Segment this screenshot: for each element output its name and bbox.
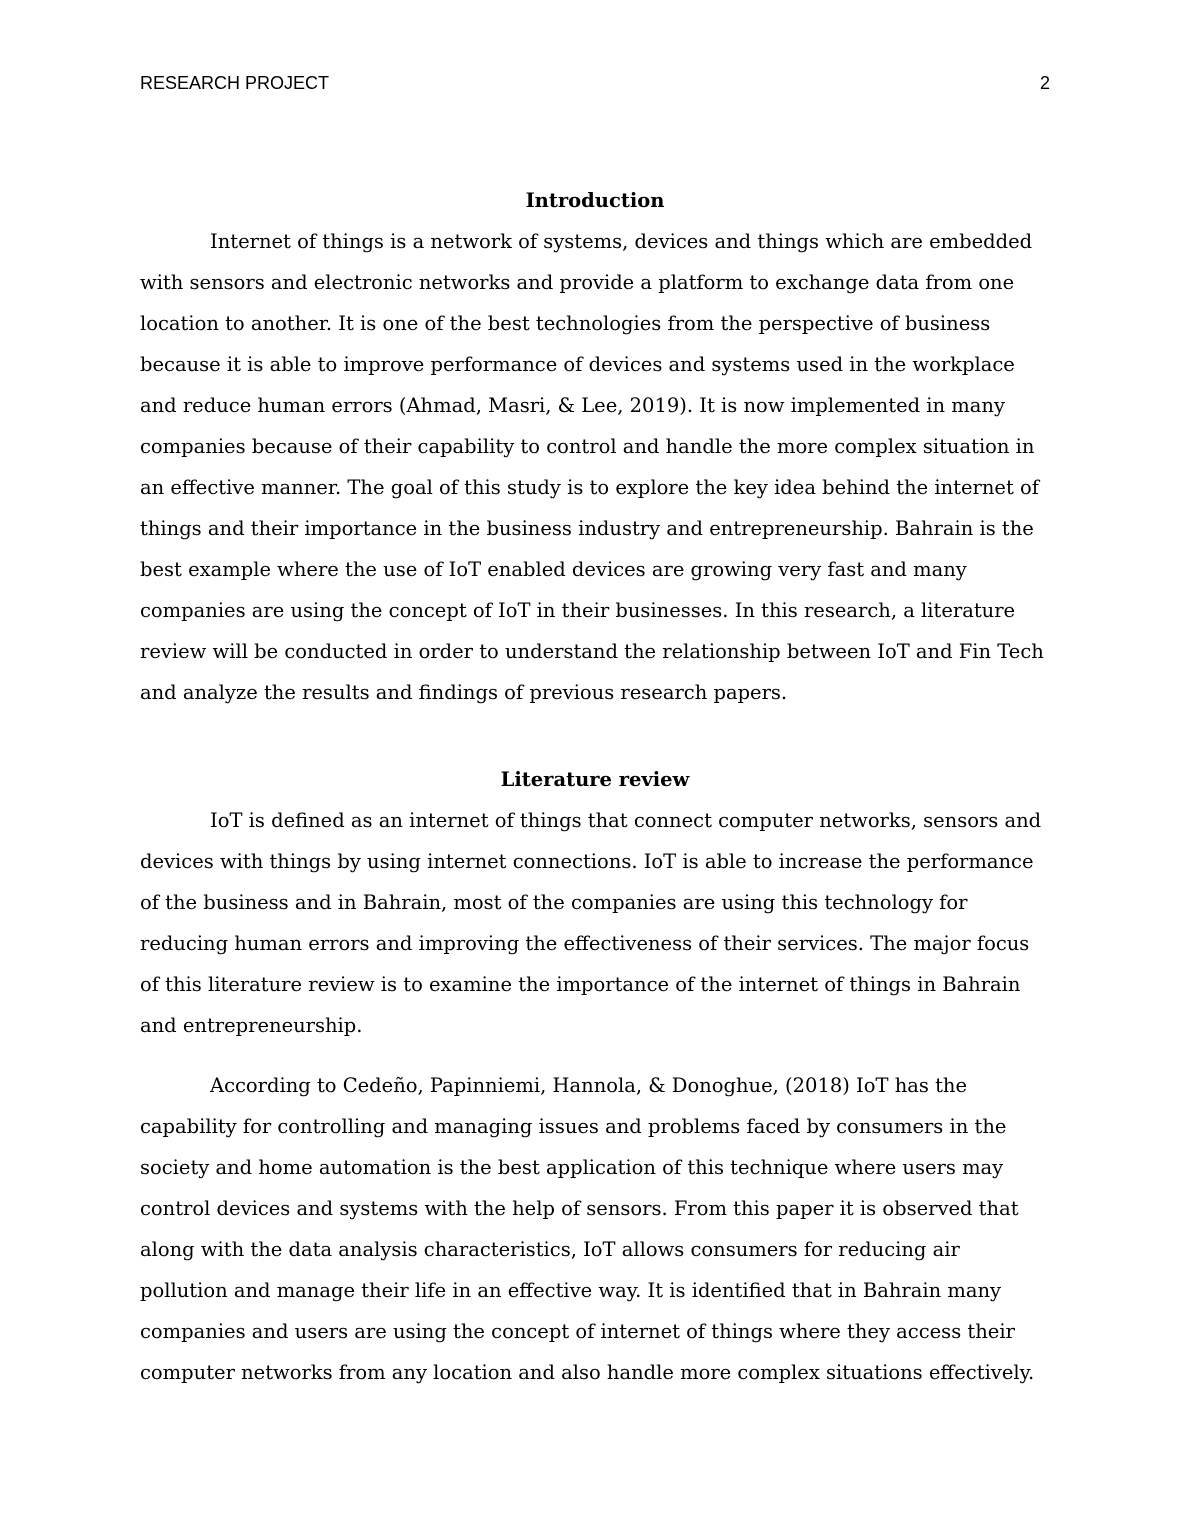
- section-spacer: [140, 713, 1050, 759]
- page-number: 2: [1039, 73, 1050, 93]
- running-head: RESEARCH PROJECT: [140, 73, 330, 93]
- document-body: [140, 180, 1050, 1393]
- literature-review-paragraph-1: IoT is defined as an internet of things that connect computer networks, sensors and devices with things by using internet connections. IoT is able to increase the performance of the business and in Bahrain, most of the companies are using this technology for reducing human errors and improving the effectiveness of their services. The major focus of this literature review is to examine the importance of the internet of things in Bahrain and entrepreneurship.: [140, 809, 1042, 1037]
- literature-review-paragraph-2: According to Cedeño, Papinniemi, Hannola, & Donoghue, (2018) IoT has the capability for controlling and managing issues and problems faced by consumers in the society and home automation is the best application of this technique where users may control devices and systems with the help of sensors. From this paper it is observed that along with the data analysis characteristics, IoT allows consumers for reducing air pollution and manage their life in an effective way. It is identified that in Bahrain many companies and users are using the concept of internet of things where they access their computer networks from any location and also handle more complex situations effectively.: [140, 1074, 1035, 1384]
- paragraph-spacer: [140, 1046, 1050, 1065]
- introduction-heading: Introduction: [525, 189, 665, 212]
- literature-review-heading: Literature review: [500, 768, 690, 791]
- introduction-paragraph: Internet of things is a network of systems, devices and things which are embedded with sensors and electronic networks and provide a platform to exchange data from one location to another. It is one of the best technologies from the perspective of business because it is able to improve performance of devices and systems used in the workplace and reduce human errors (Ahmad, Masri, & Lee, 2019). It is now implemented in many companies because of their capability to control and handle the more complex situation in an effective manner. The goal of this study is to explore the key idea behind the internet of things and their importance in the business industry and entrepreneurship. Bahrain is the best example where the use of IoT enabled devices are growing very fast and many companies are using the concept of IoT in their businesses. In this research, a literature review will be conducted in order to understand the relationship between IoT and Fin Tech and analyze the results and findings of previous research papers.: [140, 230, 1044, 704]
